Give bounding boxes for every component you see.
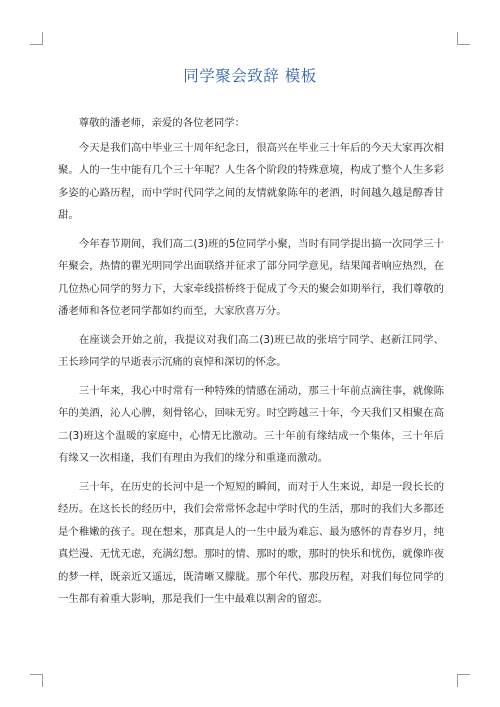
crop-mark-bottom-left	[30, 674, 43, 687]
document-body	[58, 112, 444, 617]
paragraph-4: 三十年来，我心中时常有一种特殊的情感在涌动，那三十年前点滴往事，就像陈年的美酒，沁人心脾，刻骨铭心，回味无穷。时空跨越三十年，今天我们又相聚在高二(3)班这个温暖的家庭中，心情无比激动。三十年前有缘结成一个集体，三十年后有缘又一次相逢，我们有理由为我们的缘分和重逢而激动。	[58, 384, 444, 464]
crop-mark-top-left	[30, 32, 43, 45]
paragraph-1: 今天是我们高中毕业三十周年纪念日，很高兴在毕业三十年后的今天大家再次相聚。人的一生中能有几个三十年呢？人生各个阶段的特殊意境，构成了整个人生多彩多姿的心路历程，而中学时代同学之间的友情就象陈年的老酒，时间越久越是醇香甘甜。	[58, 141, 444, 221]
document-title: 同学聚会致辞 模板	[183, 67, 317, 85]
greeting-line: 尊敬的潘老师，亲爱的各位老同学：	[78, 117, 246, 129]
paragraph-5: 三十年，在历史的长河中是一个短短的瞬间，而对于人生来说，却是一段长长的经历。在这长长的经历中，我们会常常怀念起中学时代的生活，那时的我们大多都还是个稚嫩的孩子。现在想来，那真是人的一生中最为难忘、最为感怀的青春岁月，纯真烂漫、无忧无虑，充满幻想。那时的情、那时的歌，那时的快乐和忧伤，就像昨夜的梦一样，既亲近又遥远，既清晰又朦胧。那个年代、那段历程，对我们每位同学的一生都有着重大影响，那是我们一生中最难以割舍的留恋。	[58, 480, 444, 605]
crop-mark-bottom-right	[457, 674, 470, 687]
crop-mark-top-right	[457, 32, 470, 45]
paragraph-3: 在座谈会开始之前，我提议对我们高二(3)班已故的张培宁同学、赵新江同学、王长珍同学的早逝表示沉痛的哀悼和深切的怀念。	[58, 333, 444, 368]
paragraph-2: 今年春节期间，我们高二(3)班的5位同学小聚，当时有同学提出搞一次同学三十年聚会，热情的瞿光明同学出面联络并征求了部分同学意见，结果闻者响应热烈，在几位热心同学的努力下，大家牵线搭桥终于促成了今天的聚会如期举行，我们尊敬的潘老师和各位老同学都如约而至，大家欣喜万分。	[58, 237, 444, 317]
